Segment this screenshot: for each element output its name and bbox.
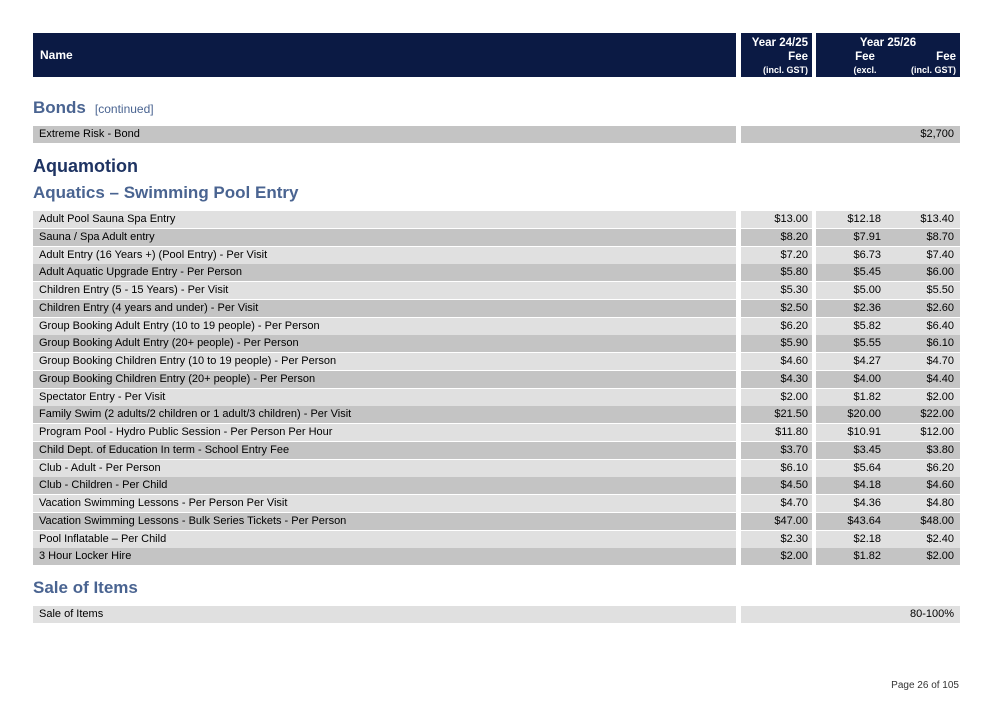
fee-24-25-incl: $4.60 <box>741 353 812 370</box>
row-name: Children Entry (5 - 15 Years) - Per Visit <box>33 282 736 299</box>
table-row-bond <box>33 126 960 143</box>
fee-24-25-incl: $4.30 <box>741 371 812 388</box>
fee-24-25-incl: $7.20 <box>741 247 812 264</box>
bonds-continued: [continued] <box>94 102 154 116</box>
table-row <box>33 513 960 530</box>
row-name: Vacation Swimming Lessons - Bulk Series Tickets - Per Person <box>33 513 736 530</box>
fee-24-25-incl: $11.80 <box>741 424 812 441</box>
row-name: Adult Entry (16 Years +) (Pool Entry) - Per Visit <box>33 247 736 264</box>
table-header <box>33 33 960 87</box>
table-row <box>33 318 960 335</box>
fee-25-26-incl: $6.20 <box>888 460 960 477</box>
fee-24-25-incl: $13.00 <box>741 211 812 228</box>
fee-25-26-incl: $13.40 <box>888 211 960 228</box>
fee-24-25-incl: $6.20 <box>741 318 812 335</box>
fee-24-25-incl: $2.00 <box>741 389 812 406</box>
header-y25-gst1: (excl. GST) <box>853 65 877 87</box>
row-name: Club - Adult - Per Person <box>33 460 736 477</box>
row-value: $2,700 <box>741 126 960 143</box>
fee-24-25-incl: $4.50 <box>741 477 812 494</box>
fee-25-26-excl: $5.64 <box>816 460 888 477</box>
fee-24-25-incl: $2.30 <box>741 531 812 548</box>
table-row <box>33 300 960 317</box>
table-row <box>33 406 960 423</box>
fee-24-25-incl: $21.50 <box>741 406 812 423</box>
fee-24-25-incl: $5.30 <box>741 282 812 299</box>
fee-24-25-incl: $5.90 <box>741 335 812 352</box>
fee-25-26-incl: $2.40 <box>888 531 960 548</box>
fee-25-26-incl: $6.00 <box>888 264 960 281</box>
table-row <box>33 477 960 494</box>
table-row <box>33 424 960 441</box>
fee-24-25-incl: $2.50 <box>741 300 812 317</box>
fee-24-25-incl: $6.10 <box>741 460 812 477</box>
fee-25-26-incl: $2.60 <box>888 300 960 317</box>
row-name: Group Booking Adult Entry (20+ people) - Per Person <box>33 335 736 352</box>
header-y25-fee1: Fee <box>855 51 875 63</box>
fee-25-26-incl: $22.00 <box>888 406 960 423</box>
table-row <box>33 282 960 299</box>
section-title-aquatics: Aquatics – Swimming Pool Entry <box>33 183 299 202</box>
fee-25-26-incl: $6.10 <box>888 335 960 352</box>
table-row <box>33 548 960 565</box>
fee-25-26-excl: $5.00 <box>816 282 888 299</box>
fee-25-26-excl: $1.82 <box>816 548 888 565</box>
row-name: Adult Aquatic Upgrade Entry - Per Person <box>33 264 736 281</box>
fee-25-26-excl: $4.36 <box>816 495 888 512</box>
fee-25-26-incl: $4.60 <box>888 477 960 494</box>
fee-25-26-excl: $2.18 <box>816 531 888 548</box>
table-row <box>33 371 960 388</box>
section-title-sale: Sale of Items <box>33 578 138 597</box>
row-name: 3 Hour Locker Hire <box>33 548 736 565</box>
header-y25-subcols <box>816 50 960 88</box>
fee-25-26-excl: $3.45 <box>816 442 888 459</box>
fee-25-26-incl: $7.40 <box>888 247 960 264</box>
fee-25-26-incl: $4.80 <box>888 495 960 512</box>
header-y24-gst: (incl. GST) <box>763 65 808 75</box>
fee-25-26-excl: $5.55 <box>816 335 888 352</box>
row-name: Child Dept. of Education In term - School Entry Fee <box>33 442 736 459</box>
fee-25-26-excl: $43.64 <box>816 513 888 530</box>
fee-24-25-incl: $3.70 <box>741 442 812 459</box>
row-name: Club - Children - Per Child <box>33 477 736 494</box>
row-name: Family Swim (2 adults/2 children or 1 adult/3 children) - Per Visit <box>33 406 736 423</box>
fee-25-26-excl: $7.91 <box>816 229 888 246</box>
row-name: Adult Pool Sauna Spa Entry <box>33 211 736 228</box>
fee-25-26-incl: $5.50 <box>888 282 960 299</box>
fee-24-25-incl: $8.20 <box>741 229 812 246</box>
bonds-title: Bonds <box>33 98 86 117</box>
row-name: Sale of Items <box>33 606 736 623</box>
table-row <box>33 389 960 406</box>
fee-24-25-incl: $5.80 <box>741 264 812 281</box>
header-y25-incl <box>888 50 960 88</box>
header-name: Name <box>33 33 736 77</box>
row-name: Pool Inflatable – Per Child <box>33 531 736 548</box>
fee-25-26-incl: $4.40 <box>888 371 960 388</box>
header-year-24-25 <box>741 33 812 77</box>
fee-25-26-excl: $4.00 <box>816 371 888 388</box>
header-year-25-26 <box>816 33 960 87</box>
fee-25-26-incl: $12.00 <box>888 424 960 441</box>
fee-25-26-incl: $3.80 <box>888 442 960 459</box>
table-row <box>33 495 960 512</box>
row-name: Vacation Swimming Lessons - Per Person Per Visit <box>33 495 736 512</box>
fee-25-26-incl: $4.70 <box>888 353 960 370</box>
row-name: Group Booking Children Entry (20+ people) - Per Person <box>33 371 736 388</box>
table-row <box>33 460 960 477</box>
header-y25-gst2: (incl. GST) <box>911 65 956 75</box>
row-name: Extreme Risk - Bond <box>33 126 736 143</box>
fee-25-26-excl: $20.00 <box>816 406 888 423</box>
fee-25-26-incl: $48.00 <box>888 513 960 530</box>
row-value: 80-100% <box>741 606 960 623</box>
fee-25-26-incl: $2.00 <box>888 389 960 406</box>
page-number: Page 26 of 105 <box>891 680 959 691</box>
header-y24-title: Year 24/25 <box>751 37 808 49</box>
header-y25-fee2: Fee <box>936 51 956 63</box>
table-row <box>33 247 960 264</box>
table-row <box>33 211 960 228</box>
fee-25-26-excl: $10.91 <box>816 424 888 441</box>
fee-25-26-incl: $8.70 <box>888 229 960 246</box>
table-row-sale <box>33 606 960 623</box>
fee-25-26-excl: $6.73 <box>816 247 888 264</box>
header-y25-excl <box>816 50 888 88</box>
header-y25-title: Year 25/26 <box>859 37 917 49</box>
fee-24-25-incl: $47.00 <box>741 513 812 530</box>
row-name: Spectator Entry - Per Visit <box>33 389 736 406</box>
row-name: Group Booking Children Entry (10 to 19 people) - Per Person <box>33 353 736 370</box>
fee-25-26-excl: $4.18 <box>816 477 888 494</box>
table-row <box>33 229 960 246</box>
fee-25-26-incl: $2.00 <box>888 548 960 565</box>
fee-25-26-incl: $6.40 <box>888 318 960 335</box>
row-name: Children Entry (4 years and under) - Per Visit <box>33 300 736 317</box>
section-title-bonds <box>33 98 154 118</box>
row-name: Sauna / Spa Adult entry <box>33 229 736 246</box>
fee-25-26-excl: $12.18 <box>816 211 888 228</box>
table-row <box>33 264 960 281</box>
fee-25-26-excl: $2.36 <box>816 300 888 317</box>
fee-24-25-incl: $2.00 <box>741 548 812 565</box>
row-name: Program Pool - Hydro Public Session - Per Person Per Hour <box>33 424 736 441</box>
row-name: Group Booking Adult Entry (10 to 19 people) - Per Person <box>33 318 736 335</box>
section-title-aquamotion: Aquamotion <box>33 156 138 176</box>
fee-25-26-excl: $5.82 <box>816 318 888 335</box>
header-y24-fee: Fee <box>788 51 808 63</box>
fee-25-26-excl: $5.45 <box>816 264 888 281</box>
fee-25-26-excl: $1.82 <box>816 389 888 406</box>
table-row <box>33 442 960 459</box>
table-row <box>33 531 960 548</box>
table-row <box>33 335 960 352</box>
table-row <box>33 353 960 370</box>
fee-24-25-incl: $4.70 <box>741 495 812 512</box>
fee-25-26-excl: $4.27 <box>816 353 888 370</box>
